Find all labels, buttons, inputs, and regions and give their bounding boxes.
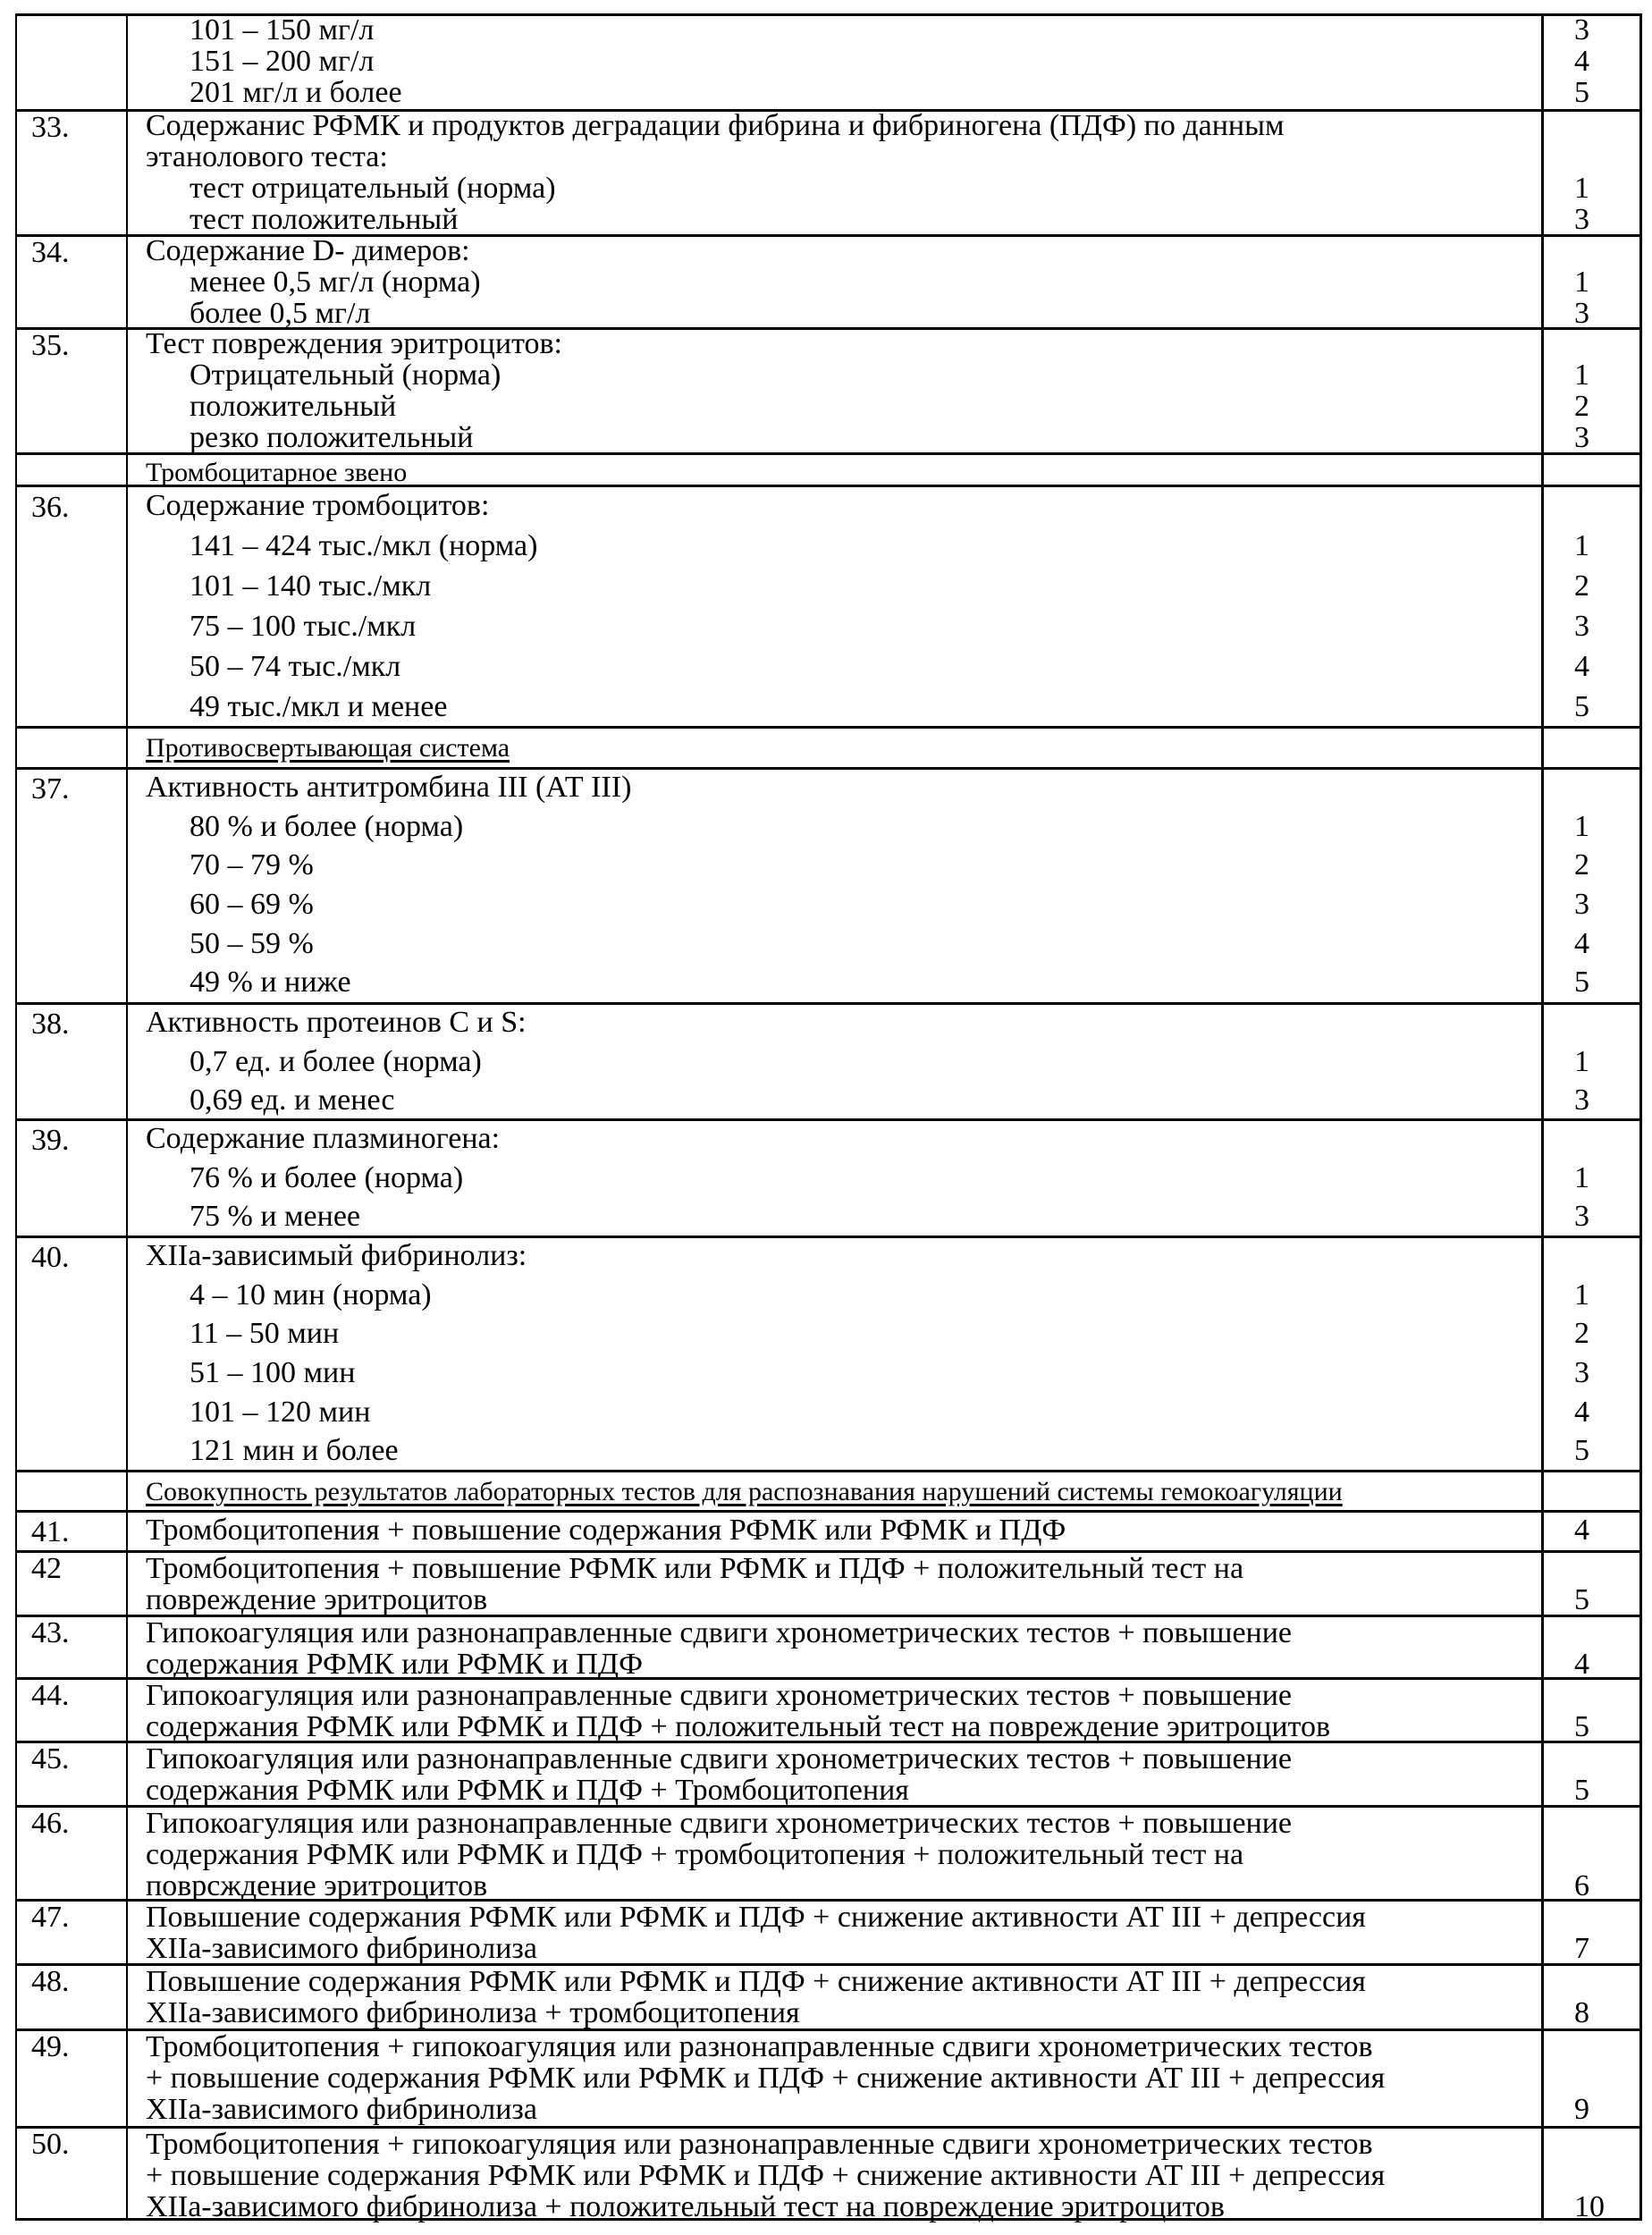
score: 3 — [1555, 298, 1644, 329]
criterion-line: Тромбоцитопения + гипокоагуляция или разнонаправленные сдвиги хронометрических тестов — [146, 2031, 1540, 2062]
row-text — [146, 1617, 1540, 1680]
criterion-line: Гипокоагуляция или разнонаправленные сдвиги хронометрических тестов + повышение — [146, 1680, 1540, 1711]
score: 3 — [1555, 204, 1644, 235]
row-scores — [1555, 110, 1644, 235]
option-line: 0,7 ед. и более (норма) — [146, 1042, 1540, 1082]
row-text — [146, 1511, 1540, 1550]
row-text — [146, 1119, 1540, 1236]
criterion-line: XIIa-зависимого фибринолиза — [146, 1933, 1540, 1964]
score: 2 — [1555, 846, 1644, 885]
criterion-title: XIIa-зависимый фибринолиз: — [146, 1236, 1540, 1276]
row-number: 44. — [31, 1680, 70, 1711]
score — [1555, 235, 1644, 266]
option-line: тест положительный — [146, 204, 1540, 235]
row-text — [146, 1236, 1540, 1471]
row-text — [146, 1680, 1540, 1742]
score: 5 — [1555, 687, 1644, 727]
row-scores — [1555, 2031, 1644, 2125]
option-line: 76 % и более (норма) — [146, 1159, 1540, 1198]
score: 3 — [1555, 14, 1644, 46]
score: 9 — [1555, 2094, 1644, 2125]
table-row-38 — [15, 1002, 1640, 1119]
row-number: 43. — [31, 1617, 70, 1649]
criterion-line: повреждение эритроцитов — [146, 1584, 1540, 1615]
score: 2 — [1555, 391, 1644, 422]
row-scores — [1555, 328, 1644, 453]
score: 3 — [1555, 422, 1644, 453]
option-line: положительный — [146, 391, 1540, 422]
score: 4 — [1555, 1393, 1644, 1432]
option-line: 50 – 59 % — [146, 924, 1540, 964]
score — [1555, 1680, 1644, 1711]
table-row-44 — [15, 1677, 1640, 1742]
table-row-41 — [15, 1510, 1640, 1551]
row-scores — [1555, 1553, 1644, 1615]
row-text — [146, 2031, 1540, 2125]
score — [1555, 2129, 1644, 2160]
score: 5 — [1555, 77, 1644, 108]
score: 1 — [1555, 359, 1644, 391]
score — [1555, 1808, 1644, 1839]
row-scores — [1555, 1617, 1644, 1680]
score: 5 — [1555, 963, 1644, 1002]
row-number: 50. — [31, 2129, 70, 2160]
score: 1 — [1555, 1276, 1644, 1315]
score: 3 — [1555, 885, 1644, 924]
row-text — [146, 1966, 1540, 2028]
score — [1555, 1003, 1644, 1042]
criterion-title: Активность антитромбина III (АТ III) — [146, 768, 1540, 807]
row-text — [146, 1003, 1540, 1120]
score: 2 — [1555, 1314, 1644, 1354]
row-scores — [1555, 1003, 1644, 1120]
score — [1555, 485, 1644, 526]
criterion-line: содержания РФМК или РФМК и ПДФ + тромбоцитопения + положительный тест на — [146, 1839, 1540, 1870]
criterion-line: содержания РФМК или РФМК и ПДФ + Тромбоцитопения — [146, 1775, 1540, 1806]
criterion-line: XIIa-зависимого фибринолиза + тромбоцитопения — [146, 1997, 1540, 2028]
row-text — [146, 14, 1540, 108]
table-row-36 — [15, 485, 1640, 727]
row-number: 49. — [31, 2031, 70, 2062]
score: 1 — [1555, 266, 1644, 298]
table-row-47 — [15, 1899, 1640, 1964]
option-line: 80 % и более (норма) — [146, 807, 1540, 847]
score: 3 — [1555, 1354, 1644, 1393]
row-number: 42 — [31, 1553, 62, 1584]
table-row-33 — [15, 109, 1640, 235]
score — [1555, 1743, 1644, 1775]
row-number: 40. — [31, 1238, 70, 1278]
score: 1 — [1555, 173, 1644, 204]
criterion-title: Содержание D- димеров: — [146, 235, 1540, 266]
option-line: 0,69 ед. и менес — [146, 1081, 1540, 1120]
criterion-line: поврсждение эритроцитов — [146, 1870, 1540, 1902]
score — [1555, 1119, 1644, 1159]
row-number: 34. — [31, 237, 70, 268]
score: 10 — [1555, 2191, 1644, 2222]
table-row-46 — [15, 1805, 1640, 1900]
score: 5 — [1555, 1711, 1644, 1742]
criterion-line: + повышение содержания РФМК или РФМК и ПДФ + снижение активности АТ III + депрессия — [146, 2160, 1540, 2191]
score — [1555, 141, 1644, 173]
section-heading-wrap — [146, 1476, 1540, 1508]
score: 7 — [1555, 1933, 1644, 1964]
score — [1555, 1236, 1644, 1276]
row-text — [146, 1743, 1540, 1806]
score: 1 — [1555, 807, 1644, 847]
table-row-35 — [15, 327, 1640, 453]
row-number: 47. — [31, 1902, 70, 1933]
row-scores — [1555, 1902, 1644, 1964]
option-line: резко положительный — [146, 422, 1540, 453]
score: 1 — [1555, 526, 1644, 566]
row-scores — [1555, 1236, 1644, 1471]
row-number: 48. — [31, 1966, 70, 1997]
option-line: 49 тыс./мкл и менее — [146, 687, 1540, 727]
row-scores — [1555, 1680, 1644, 1742]
row-scores — [1555, 1119, 1644, 1236]
option-line: Отрицательный (норма) — [146, 359, 1540, 391]
score: 8 — [1555, 1997, 1644, 2028]
score: 3 — [1555, 606, 1644, 646]
score — [1555, 2031, 1644, 2062]
score: 3 — [1555, 1081, 1644, 1120]
criterion-line: Тромбоцитопения + повышение РФМК или РФМК и ПДФ + положительный тест на — [146, 1553, 1540, 1584]
row-scores — [1555, 1743, 1644, 1806]
criterion-title: Тест повреждения эритроцитов: — [146, 328, 1540, 359]
criterion-line: Гипокоагуляция или разнонаправленные сдвиги хронометрических тестов + повышение — [146, 1743, 1540, 1775]
section-heading: Тромбоцитарное звено — [146, 457, 1540, 489]
option-line: 101 – 120 мин — [146, 1393, 1540, 1432]
row-number: 38. — [31, 1005, 70, 1044]
score: 1 — [1555, 1159, 1644, 1198]
row-scores — [1555, 485, 1644, 727]
section-row-anticoagulant — [15, 726, 1640, 768]
row-scores — [1555, 768, 1644, 1002]
score: 6 — [1555, 1870, 1644, 1902]
score: 5 — [1555, 1431, 1644, 1471]
score — [1555, 1839, 1644, 1870]
row-scores — [1555, 1511, 1644, 1550]
criterion-line: Тромбоцитопения + повышение содержания РФМК или РФМК и ПДФ — [146, 1511, 1540, 1550]
criterion-title: Активность протеинов С и S: — [146, 1003, 1540, 1042]
score — [1555, 2160, 1644, 2191]
criterion-title: Содержание плазминогена: — [146, 1119, 1540, 1159]
criterion-line: Гипокоагуляция или разнонаправленные сдвиги хронометрических тестов + повышение — [146, 1808, 1540, 1839]
option-line: 121 мин и более — [146, 1431, 1540, 1471]
score — [1555, 768, 1644, 807]
criterion-line: + повышение содержания РФМК или РФМК и ПДФ + снижение активности АТ III + депрессия — [146, 2062, 1540, 2094]
row-text — [146, 328, 1540, 453]
score — [1555, 1553, 1644, 1584]
score — [1555, 1902, 1644, 1933]
score: 4 — [1555, 646, 1644, 687]
table-row-39 — [15, 1118, 1640, 1236]
row-scores — [1555, 235, 1644, 329]
criterion-line: содержания РФМК или РФМК и ПДФ + положительный тест на повреждение эритроцитов — [146, 1711, 1540, 1742]
score: 4 — [1555, 1649, 1644, 1680]
option-line: 75 – 100 тыс./мкл — [146, 606, 1540, 646]
row-number: 45. — [31, 1743, 70, 1775]
criterion-line: Гипокоагуляция или разнонаправленные сдвиги хронометрических тестов + повышение — [146, 1617, 1540, 1649]
row-scores — [1555, 2129, 1644, 2222]
table-row-50 — [15, 2126, 1640, 2221]
table-row-43 — [15, 1615, 1640, 1678]
table-row-34 — [15, 234, 1640, 328]
table-row-42 — [15, 1550, 1640, 1615]
option-line: 70 – 79 % — [146, 846, 1540, 885]
criterion-line: Повышение содержания РФМК или РФМК и ПДФ + снижение активности АТ III + депрессия — [146, 1902, 1540, 1933]
criterion-title: этанолового теста: — [146, 141, 1540, 173]
option-line: 50 – 74 тыс./мкл — [146, 646, 1540, 687]
row-number: 39. — [31, 1121, 70, 1160]
table-row-49 — [15, 2028, 1640, 2127]
table-row-37 — [15, 767, 1640, 1003]
row-text — [146, 110, 1540, 235]
option-line: 75 % и менее — [146, 1197, 1540, 1236]
table-row-48 — [15, 1963, 1640, 2029]
score: 3 — [1555, 1197, 1644, 1236]
criterion-line: XIIa-зависимого фибринолиза + положительный тест на повреждение эритроцитов — [146, 2191, 1540, 2222]
row-text — [146, 1902, 1540, 1964]
criterion-line: содержания РФМК или РФМК и ПДФ — [146, 1649, 1540, 1680]
row-text — [146, 2129, 1540, 2222]
criterion-line: Повышение содержания РФМК или РФМК и ПДФ + снижение активности АТ III + депрессия — [146, 1966, 1540, 1997]
score: 1 — [1555, 1042, 1644, 1082]
row-scores — [1555, 1966, 1644, 2028]
score: 4 — [1555, 46, 1644, 77]
score — [1555, 1966, 1644, 1997]
table-row-40 — [15, 1236, 1640, 1471]
row-number: 41. — [31, 1513, 70, 1552]
row-number: 36. — [31, 487, 70, 527]
score: 5 — [1555, 1775, 1644, 1806]
option-line: тест отрицательный (норма) — [146, 173, 1540, 204]
score — [1555, 110, 1644, 141]
section-row-platelet — [15, 452, 1640, 485]
table-row-45 — [15, 1741, 1640, 1806]
option-line: 151 – 200 мг/л — [146, 46, 1540, 77]
row-number: 33. — [31, 112, 70, 143]
score — [1555, 328, 1644, 359]
section-heading-wrap — [146, 732, 1540, 764]
table-row-continuation — [15, 13, 1640, 110]
score: 4 — [1555, 924, 1644, 964]
row-number: 37. — [31, 770, 70, 809]
row-text — [146, 1808, 1540, 1902]
option-line: 141 – 424 тыс./мкл (норма) — [146, 526, 1540, 566]
row-scores — [1555, 1808, 1644, 1902]
score: 4 — [1555, 1511, 1644, 1550]
section-row-combined — [15, 1470, 1640, 1511]
option-line: 11 – 50 мин — [146, 1314, 1540, 1354]
option-line: 101 – 140 тыс./мкл — [146, 566, 1540, 606]
option-line: 4 – 10 мин (норма) — [146, 1276, 1540, 1315]
row-text — [146, 1553, 1540, 1615]
option-line: 201 мг/л и более — [146, 77, 1540, 108]
score: 2 — [1555, 566, 1644, 606]
row-number: 35. — [31, 330, 70, 361]
criterion-line: XIIa-зависимого фибринолиза — [146, 2094, 1540, 2125]
row-number: 46. — [31, 1808, 70, 1839]
score — [1555, 2062, 1644, 2094]
section-heading: Совокупность результатов лабораторных тестов для распознавания нарушений системы гемокоагуляции — [146, 1476, 1540, 1508]
option-line: 51 – 100 мин — [146, 1354, 1540, 1393]
score: 5 — [1555, 1584, 1644, 1615]
row-text — [146, 235, 1540, 329]
score — [1555, 1617, 1644, 1649]
option-line: более 0,5 мг/л — [146, 298, 1540, 329]
option-line: менее 0,5 мг/л (норма) — [146, 266, 1540, 298]
row-scores — [1555, 14, 1644, 108]
criterion-title: Содержанис РФМК и продуктов деградации фибрина и фибриногена (ПДФ) по данным — [146, 110, 1540, 141]
row-text — [146, 485, 1540, 727]
option-line: 60 – 69 % — [146, 885, 1540, 924]
option-line: 49 % и ниже — [146, 963, 1540, 1002]
row-text — [146, 768, 1540, 1002]
option-line: 101 – 150 мг/л — [146, 14, 1540, 46]
criterion-title: Содержание тромбоцитов: — [146, 485, 1540, 526]
section-heading: Противосвертывающая система — [146, 732, 1540, 764]
criterion-line: Тромбоцитопения + гипокоагуляция или разнонаправленные сдвиги хронометрических тестов — [146, 2129, 1540, 2160]
